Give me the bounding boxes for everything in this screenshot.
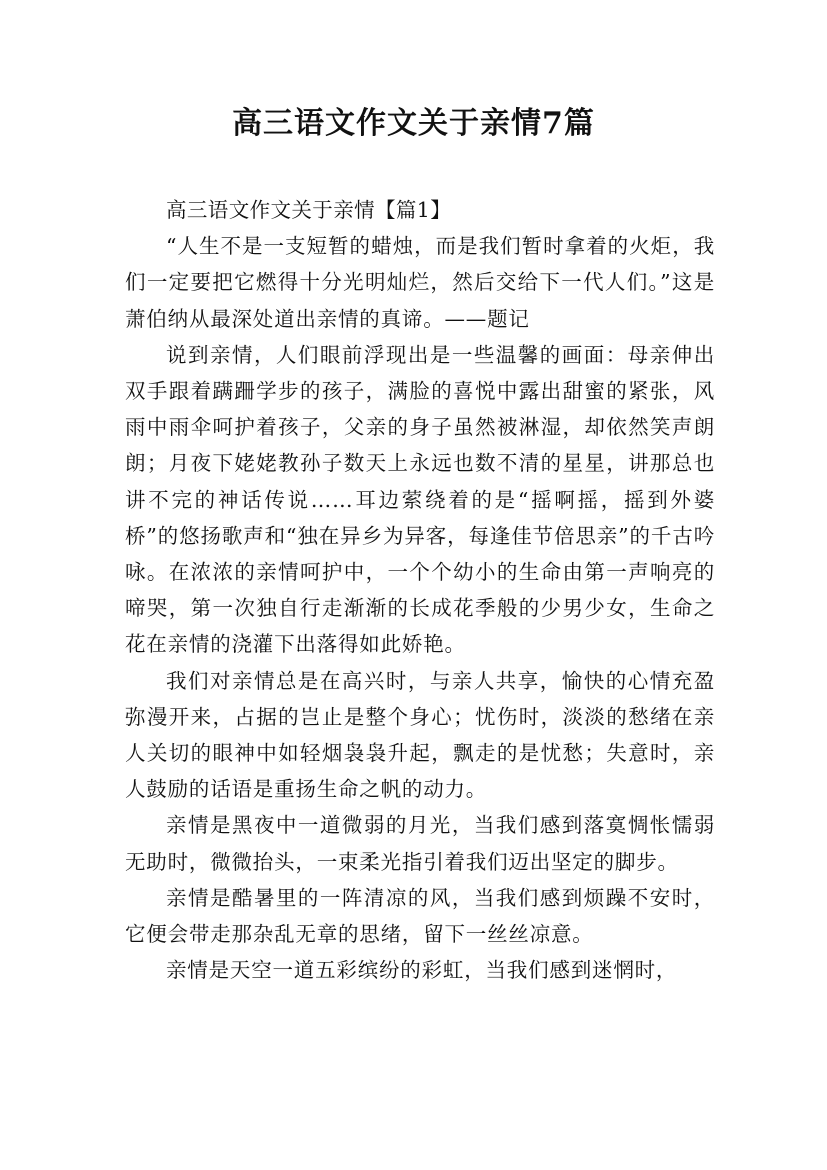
paragraph: 我们对亲情总是在高兴时，与亲人共享，愉快的心情充盈弥漫开来，占据的岂止是整个身心；忧伤时，淡淡的愁绪在亲人关切的眼神中如轻烟袅袅升起，飘走的是忧愁；失意时，亲人鼓励的话语是重扬生命之帆的动力。 — [125, 668, 715, 802]
document-body — [125, 192, 715, 988]
document-title: 高三语文作文关于亲情7篇 — [232, 106, 595, 141]
paragraph: 亲情是黑夜中一道微弱的月光，当我们感到落寞惆怅懦弱无助时，微微抬头，一束柔光指引着我们迈出坚定的脚步。 — [125, 813, 715, 874]
paragraph-epigraph: “人生不是一支短暂的蜡烛，而是我们暂时拿着的火炬，我们一定要把它燃得十分光明灿烂，然后交给下一代人们。”这是萧伯纳从最深处道出亲情的真谛。——题记 — [125, 234, 715, 331]
paragraph: 说到亲情，人们眼前浮现出是一些温馨的画面：母亲伸出双手跟着蹒跚学步的孩子，满脸的喜悦中露出甜蜜的紧张，风雨中雨伞呵护着孩子，父亲的身子虽然被淋湿，却依然笑声朗朗；月夜下姥姥教孙子数天上永远也数不清的星星，讲那总也讲不完的神话传说……耳边萦绕着的是“摇啊摇，摇到外婆桥”的悠扬歌声和“独在异乡为异客，每逢佳节倍思亲”的千古吟咏。在浓浓的亲情呵护中，一个个幼小的生命由第一声响亮的啼哭，第一次独自行走渐渐的长成花季般的少男少女，生命之花在亲情的浇灌下出落得如此娇艳。 — [125, 342, 715, 657]
paragraph: 亲情是酷暑里的一阵清凉的风，当我们感到烦躁不安时，它便会带走那杂乱无章的思绪，留下一丝丝凉意。 — [125, 885, 715, 947]
section-heading: 高三语文作文关于亲情【篇1】 — [166, 198, 452, 222]
paragraph: 亲情是天空一道五彩缤纷的彩虹，当我们感到迷惘时， — [166, 958, 678, 983]
